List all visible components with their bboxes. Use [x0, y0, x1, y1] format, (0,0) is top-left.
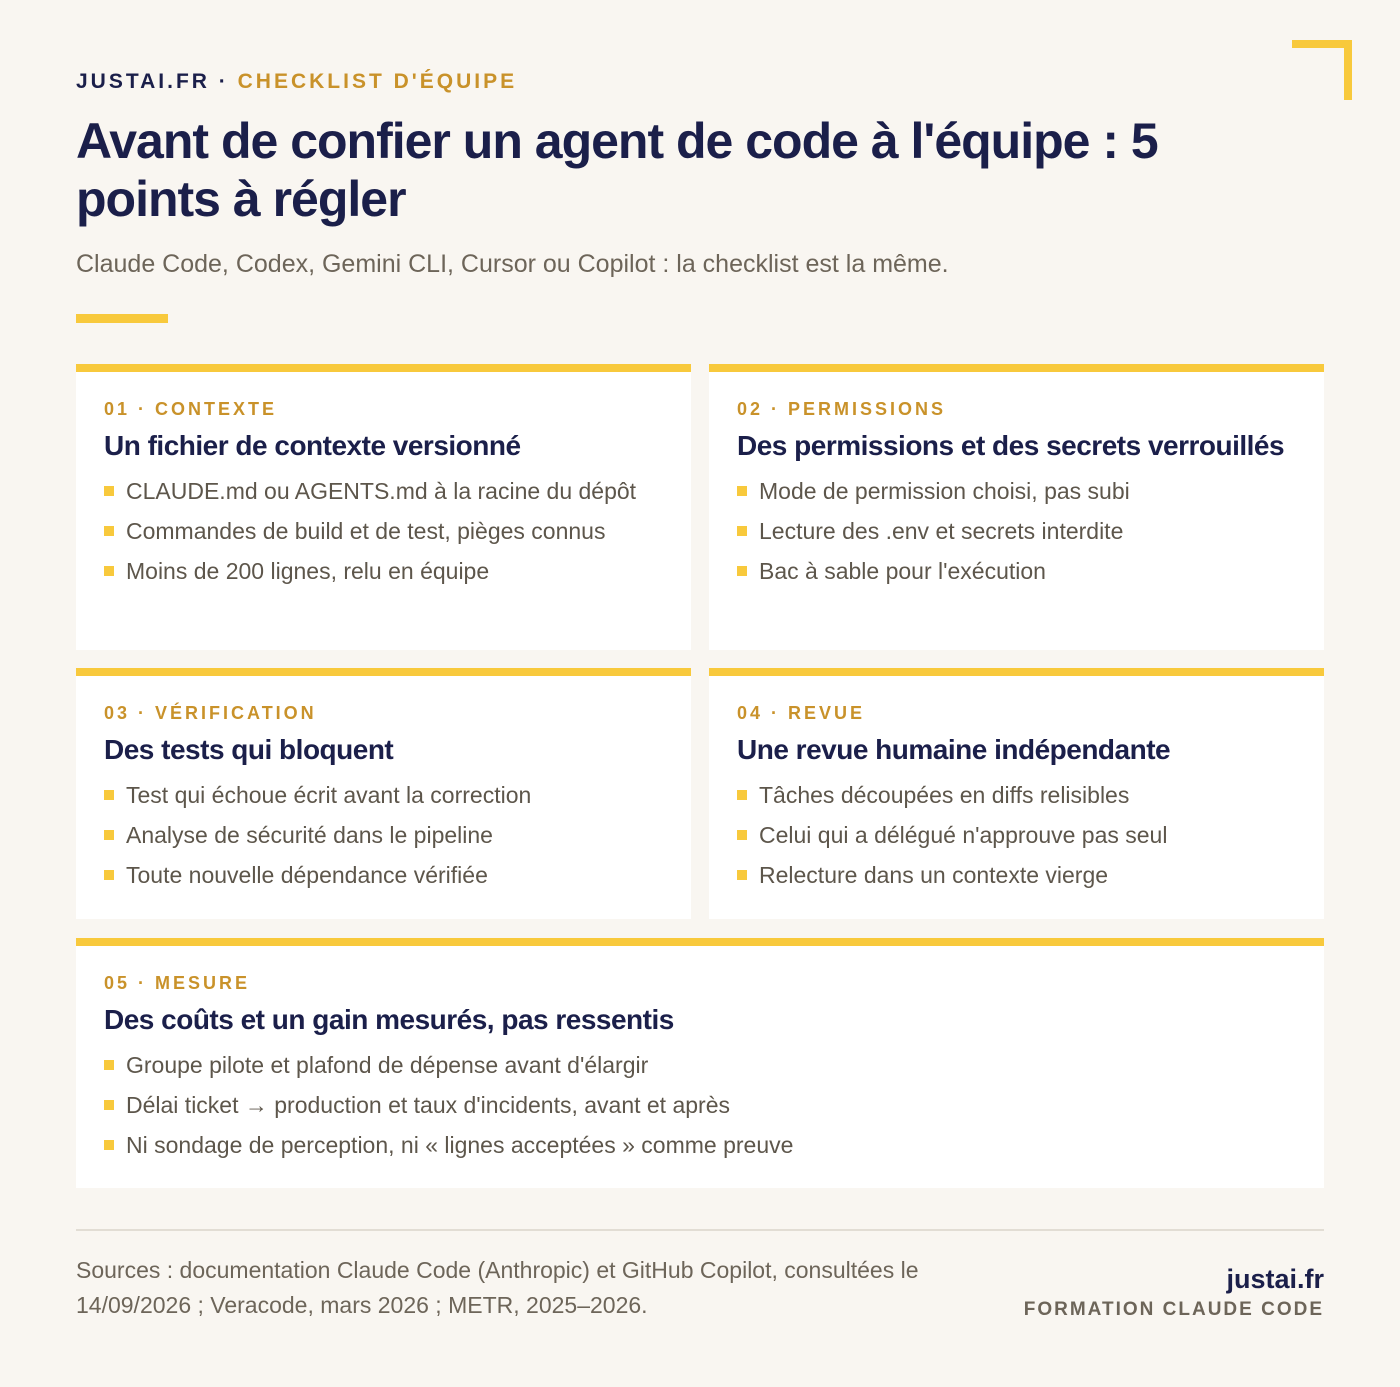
list-item — [104, 511, 663, 551]
footer-tagline: FORMATION CLAUDE CODE — [1023, 1299, 1324, 1320]
list-item-text: Délai ticket → production et taux d'incidents, avant et après — [126, 1092, 730, 1118]
list-item — [737, 775, 1296, 815]
bullet-square-icon — [737, 486, 747, 496]
bullet-square-icon — [104, 1140, 114, 1150]
card-list — [104, 775, 663, 895]
kicker-separator: · — [218, 70, 229, 93]
bullet-square-icon — [104, 830, 114, 840]
bullet-square-icon — [737, 790, 747, 800]
bullet-square-icon — [104, 790, 114, 800]
accent-bar — [76, 314, 168, 323]
list-item — [737, 551, 1296, 591]
sources-text: Sources : documentation Claude Code (Anthropic) et GitHub Copilot, consultées le 14/09/2026 ; Veracode, mars 2026 ; METR, 2025–2026. — [76, 1257, 919, 1318]
bullet-square-icon — [737, 870, 747, 880]
list-item-text: Mode de permission choisi, pas subi — [759, 478, 1130, 504]
card-list — [737, 775, 1296, 895]
checklist-card-permissions — [709, 364, 1324, 650]
bullet-square-icon — [737, 526, 747, 536]
card-label: 01 · CONTEXTE — [104, 399, 278, 419]
checklist-card-contexte — [76, 364, 691, 650]
bullet-square-icon — [104, 870, 114, 880]
list-item — [104, 1125, 1296, 1165]
footer-divider — [76, 1229, 1324, 1231]
checklist-card-mesure — [76, 938, 1324, 1188]
bullet-square-icon — [104, 1060, 114, 1070]
card-list — [104, 1045, 1296, 1165]
checklist-card-revue — [709, 668, 1324, 919]
card-label: 02 · PERMISSIONS — [737, 399, 947, 419]
card-label: 04 · REVUE — [737, 703, 866, 723]
list-item-text: Toute nouvelle dépendance vérifiée — [126, 862, 488, 888]
list-item-text: Relecture dans un contexte vierge — [759, 862, 1109, 888]
list-item-text: Tâches découpées en diffs relisibles — [759, 782, 1130, 808]
card-title: Une revue humaine indépendante — [737, 734, 1171, 765]
list-item — [104, 775, 663, 815]
bullet-square-icon — [104, 526, 114, 536]
list-item-text: Ni sondage de perception, ni « lignes acceptées » comme preuve — [126, 1132, 794, 1158]
list-item — [104, 855, 663, 895]
checklist-card-verification — [76, 668, 691, 919]
list-item — [737, 471, 1296, 511]
footer-brand: justai.fr — [1226, 1264, 1324, 1294]
list-item — [104, 551, 663, 591]
list-item — [737, 855, 1296, 895]
list-item — [737, 815, 1296, 855]
list-item-text: Moins de 200 lignes, relu en équipe — [126, 558, 490, 584]
bullet-square-icon — [104, 566, 114, 576]
header-kicker — [76, 70, 517, 94]
list-item — [104, 471, 663, 511]
page-subtitle: Claude Code, Codex, Gemini CLI, Cursor ou Copilot : la checklist est la même. — [76, 250, 949, 278]
corner-decoration — [1292, 40, 1352, 100]
list-item-text: Lecture des .env et secrets interdite — [759, 518, 1124, 544]
list-item — [104, 1085, 1296, 1125]
list-item-text: Celui qui a délégué n'approuve pas seul — [759, 822, 1168, 848]
list-item-text: CLAUDE.md ou AGENTS.md à la racine du dépôt — [126, 478, 637, 504]
list-item-text: Analyse de sécurité dans le pipeline — [126, 822, 493, 848]
card-label: 03 · VÉRIFICATION — [104, 703, 317, 723]
list-item-text: Commandes de build et de test, pièges connus — [126, 518, 606, 544]
bullet-square-icon — [737, 566, 747, 576]
list-item — [104, 815, 663, 855]
bullet-square-icon — [104, 1100, 114, 1110]
bullet-square-icon — [737, 830, 747, 840]
page-title: Avant de confier un agent de code à l'équipe : 5 points à régler — [76, 113, 1158, 227]
card-list — [104, 471, 663, 591]
bullet-square-icon — [104, 486, 114, 496]
card-title: Un fichier de contexte versionné — [104, 430, 521, 461]
kicker-brand: JUSTAI.FR — [76, 70, 210, 93]
card-title: Des coûts et un gain mesurés, pas ressentis — [104, 1004, 674, 1035]
card-list — [737, 471, 1296, 591]
card-label: 05 · MESURE — [104, 973, 251, 993]
list-item — [737, 511, 1296, 551]
list-item-text: Bac à sable pour l'exécution — [759, 558, 1046, 584]
list-item-text: Test qui échoue écrit avant la correction — [126, 782, 532, 808]
list-item — [104, 1045, 1296, 1085]
list-item-text: Groupe pilote et plafond de dépense avant d'élargir — [126, 1052, 649, 1078]
card-title: Des permissions et des secrets verrouillés — [737, 430, 1285, 461]
card-title: Des tests qui bloquent — [104, 734, 394, 765]
kicker-category: CHECKLIST D'ÉQUIPE — [237, 70, 518, 93]
